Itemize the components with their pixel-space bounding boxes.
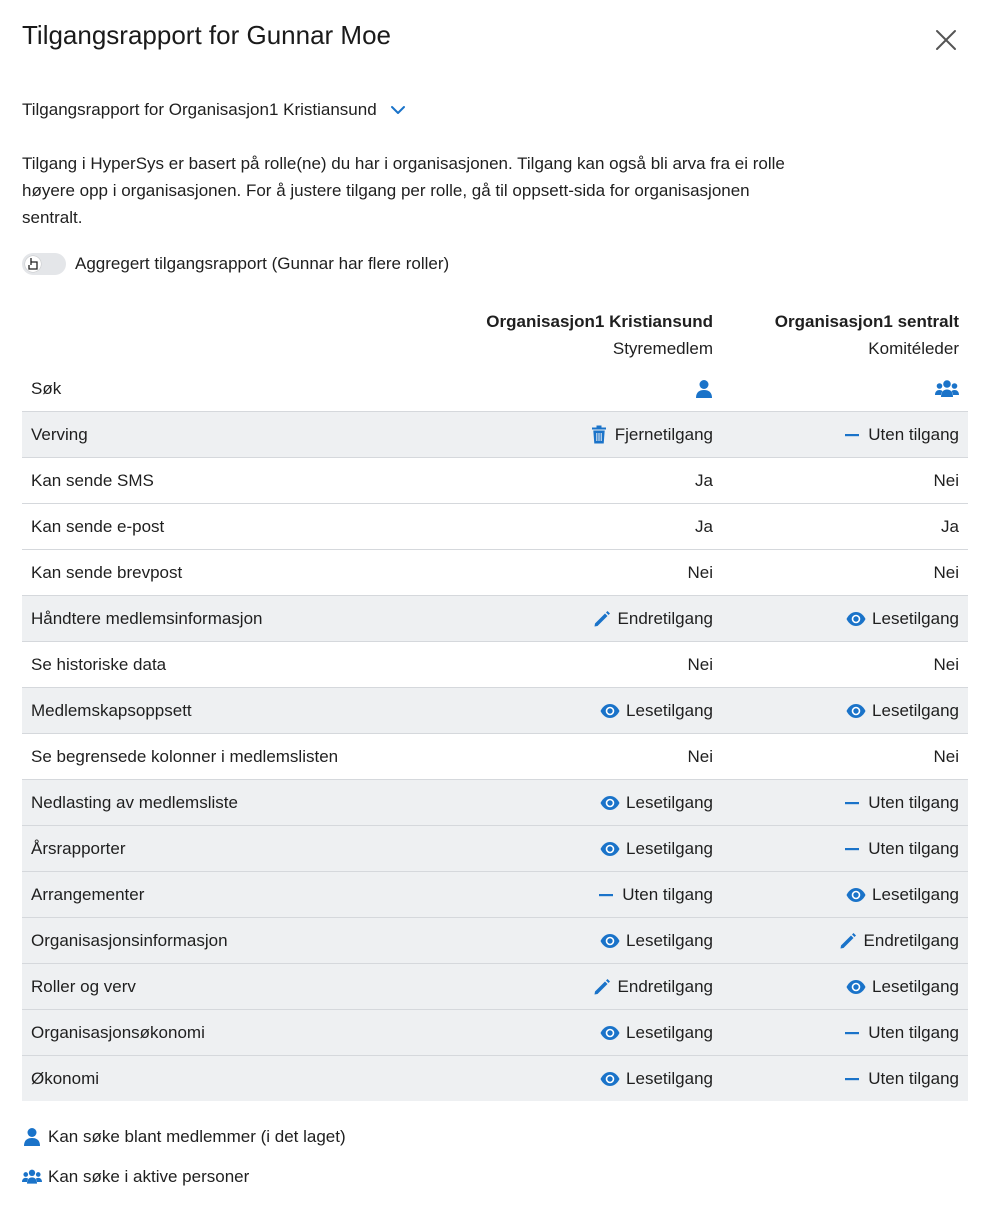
- row-label: Årsrapporter: [31, 838, 126, 858]
- access-value: Nei: [933, 654, 959, 674]
- access-value: Nei: [687, 746, 713, 766]
- table-row: [22, 642, 968, 688]
- table-row: [22, 1056, 968, 1101]
- eye-icon: [600, 1023, 620, 1043]
- table-row: [22, 458, 968, 504]
- access-value: Uten tilgang: [868, 838, 959, 858]
- access-cell: [941, 517, 959, 537]
- column-header-2: [775, 312, 959, 359]
- access-cell: [695, 517, 713, 537]
- access-cell: [600, 1069, 713, 1089]
- minus-icon: [842, 839, 862, 859]
- access-value: Lesetilgang: [872, 976, 959, 996]
- row-label: Organisasjonsøkonomi: [31, 1022, 205, 1042]
- access-cell: [933, 655, 959, 675]
- access-cell: [933, 747, 959, 767]
- table-row: [22, 504, 968, 550]
- close-icon[interactable]: [930, 24, 962, 56]
- access-value: Ja: [941, 516, 959, 536]
- row-label: Verving: [31, 424, 88, 444]
- access-cell: [846, 609, 959, 629]
- access-cell: [600, 839, 713, 859]
- table-row: [22, 872, 968, 918]
- group-icon: [22, 1167, 42, 1187]
- pencil-icon: [592, 609, 612, 629]
- org-selector-label[interactable]: Tilgangsrapport for Organisasjon1 Kristiansund: [22, 100, 377, 119]
- access-value: Uten tilgang: [868, 424, 959, 444]
- access-cell: [687, 747, 713, 767]
- access-cell: [842, 839, 959, 859]
- table-row: [22, 550, 968, 596]
- eye-icon: [600, 701, 620, 721]
- eye-icon: [846, 977, 866, 997]
- access-cell: [842, 1023, 959, 1043]
- close-button[interactable]: [930, 24, 962, 56]
- access-cell: [838, 931, 959, 951]
- access-cell: [600, 931, 713, 951]
- access-value: Lesetilgang: [626, 930, 713, 950]
- minus-icon: [842, 425, 862, 445]
- access-cell: [600, 793, 713, 813]
- table-row-search: [22, 366, 968, 412]
- access-value: Lesetilgang: [626, 1022, 713, 1042]
- access-cell: [933, 471, 959, 491]
- trash-icon: [589, 425, 609, 445]
- access-value: Fjernetilgang: [614, 424, 713, 444]
- legend-text: Kan søke i aktive personer: [48, 1167, 250, 1186]
- column-header-1: [486, 312, 713, 359]
- person-icon: [695, 379, 713, 399]
- access-cell: [600, 1023, 713, 1043]
- column-role-name: Komitéleder: [868, 339, 959, 358]
- dialog-title: Tilgangsrapport for Gunnar Moe: [22, 20, 392, 50]
- row-label: Søk: [31, 378, 62, 398]
- access-cell: [687, 655, 713, 675]
- row-label: Arrangementer: [31, 884, 145, 904]
- access-cell: [842, 793, 959, 813]
- access-value: Lesetilgang: [872, 608, 959, 628]
- hand-cursor-icon: [27, 257, 39, 271]
- aggregate-toggle-label: Aggregert tilgangsrapport (Gunnar har flere roller): [75, 254, 450, 273]
- row-label: Se historiske data: [31, 654, 167, 674]
- table-row: [22, 826, 968, 872]
- eye-icon: [846, 885, 866, 905]
- access-value: Endretilgang: [617, 608, 713, 628]
- access-value: Lesetilgang: [626, 700, 713, 720]
- access-value: Uten tilgang: [622, 884, 713, 904]
- eye-icon: [600, 839, 620, 859]
- access-value: Nei: [933, 746, 959, 766]
- minus-icon: [842, 1069, 862, 1089]
- minus-icon: [842, 793, 862, 813]
- access-cell: [846, 701, 959, 721]
- access-cell: [695, 471, 713, 491]
- chevron-down-icon[interactable]: [389, 101, 407, 119]
- table-row: [22, 596, 968, 642]
- access-value: Nei: [687, 654, 713, 674]
- access-value: Lesetilgang: [626, 792, 713, 812]
- access-value: Ja: [695, 470, 713, 490]
- legend-item: [22, 1127, 346, 1147]
- access-cell: [842, 1069, 959, 1089]
- table-row: [22, 1010, 968, 1056]
- row-label: Kan sende SMS: [31, 470, 154, 490]
- access-value: Uten tilgang: [868, 1022, 959, 1042]
- access-value: Endretilgang: [863, 930, 959, 950]
- minus-icon: [842, 1023, 862, 1043]
- eye-icon: [846, 609, 866, 629]
- person-icon: [22, 1127, 42, 1147]
- eye-icon: [600, 931, 620, 951]
- pencil-icon: [838, 931, 858, 951]
- minus-icon: [596, 885, 616, 905]
- aggregate-toggle[interactable]: [22, 253, 66, 275]
- access-value: Nei: [933, 470, 959, 490]
- row-label: Medlemskapsoppsett: [31, 700, 192, 720]
- row-label: Nedlasting av medlemsliste: [31, 792, 238, 812]
- access-value: Nei: [687, 562, 713, 582]
- table-row: [22, 780, 968, 826]
- access-cell: [846, 885, 959, 905]
- row-label: Økonomi: [31, 1068, 100, 1088]
- legend-text: Kan søke blant medlemmer (i det laget): [48, 1127, 346, 1146]
- access-value: Lesetilgang: [872, 700, 959, 720]
- access-cell: [596, 885, 713, 905]
- pencil-icon: [592, 977, 612, 997]
- access-cell: [592, 609, 713, 629]
- row-label: Kan sende brevpost: [31, 562, 183, 582]
- access-cell: [842, 425, 959, 445]
- row-label: Se begrensede kolonner i medlemslisten: [31, 746, 339, 766]
- org-selector[interactable]: [22, 100, 407, 120]
- column-org-name: Organisasjon1 Kristiansund: [486, 312, 713, 331]
- legend-item: [22, 1167, 249, 1187]
- access-value: Uten tilgang: [868, 1068, 959, 1088]
- eye-icon: [600, 793, 620, 813]
- eye-icon: [600, 1069, 620, 1089]
- access-cell: [687, 563, 713, 583]
- row-label: Organisasjonsinformasjon: [31, 930, 228, 950]
- access-value: Lesetilgang: [872, 884, 959, 904]
- row-label: Håndtere medlemsinformasjon: [31, 608, 263, 628]
- access-value: Endretilgang: [617, 976, 713, 996]
- group-icon: [935, 379, 959, 399]
- access-value: Uten tilgang: [868, 792, 959, 812]
- access-table: [22, 306, 968, 1101]
- access-value: Lesetilgang: [626, 838, 713, 858]
- description-text: Tilgang i HyperSys er basert på rolle(ne) du har i organisasjonen. Tilgang kan også bli arva fra ei rolle høyere opp i organisasjonen. For å justere tilgang per rolle, gå til oppsett-sida for organisasjonen sentralt.: [22, 154, 785, 227]
- table-row: [22, 964, 968, 1010]
- column-org-name: Organisasjon1 sentralt: [774, 312, 959, 331]
- aggregate-toggle-row: [22, 253, 449, 275]
- eye-icon: [846, 701, 866, 721]
- row-label: Roller og verv: [31, 976, 136, 996]
- access-cell: [589, 425, 713, 445]
- access-cell: [933, 563, 959, 583]
- table-row: [22, 688, 968, 734]
- access-cell: [592, 977, 713, 997]
- table-row: [22, 734, 968, 780]
- access-cell: [846, 977, 959, 997]
- table-header: [22, 306, 968, 366]
- column-role-name: Styremedlem: [612, 339, 713, 358]
- row-label: Kan sende e-post: [31, 516, 165, 536]
- access-value: Lesetilgang: [626, 1068, 713, 1088]
- table-row: [22, 918, 968, 964]
- access-value: Nei: [933, 562, 959, 582]
- access-cell: [600, 701, 713, 721]
- table-row: [22, 412, 968, 458]
- access-value: Ja: [695, 516, 713, 536]
- toggle-knob[interactable]: [25, 256, 41, 272]
